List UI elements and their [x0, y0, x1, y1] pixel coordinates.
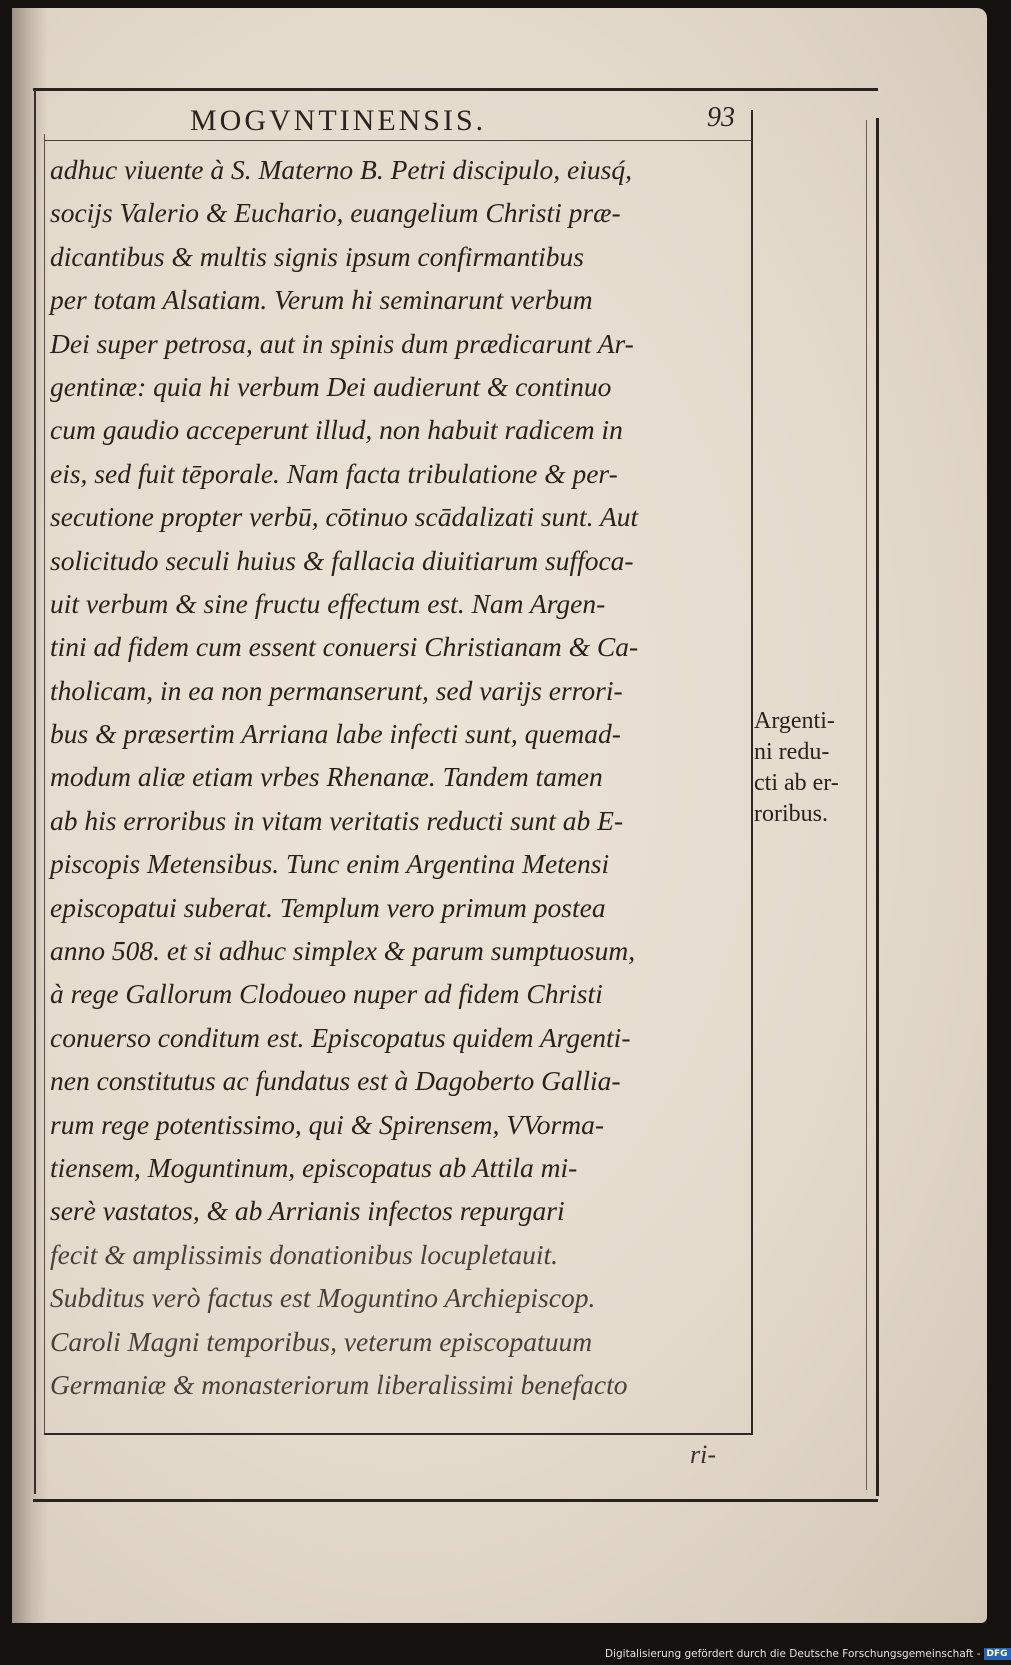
text-line: tiensem, Moguntinum, episcopatus ab Attila mi-: [50, 1151, 578, 1183]
text-line: dicantibus & multis signis ipsum confirmantibus: [50, 240, 584, 272]
running-head: MOGVNTINENSIS.: [190, 104, 487, 137]
text-line: Dei super petrosa, aut in spinis dum prædicarunt Ar-: [50, 327, 634, 359]
body-text: [50, 148, 750, 1406]
text-line: anno 508. et si adhuc simplex & parum sumptuosum,: [50, 935, 636, 967]
text-line: secutione propter verbū, cōtinuo scādalizati sunt. Aut: [50, 501, 639, 533]
text-line: Subditus verò factus est Moguntino Archiepiscop.: [50, 1282, 596, 1314]
text-line: piscopis Metensibus. Tunc enim Argentina Metensi: [50, 848, 610, 880]
text-line: modum aliæ etiam vrbes Rhenanæ. Tandem tamen: [50, 761, 603, 793]
text-line: à rege Gallorum Clodoueo nuper ad fidem Christi: [50, 978, 603, 1010]
frame-left-rule: [34, 90, 36, 1494]
frame-right-rule: [876, 118, 879, 1496]
header-rule: [44, 140, 752, 141]
page-number: 93: [707, 102, 735, 133]
text-line: tholicam, in ea non permanserunt, sed varijs errori-: [50, 674, 623, 706]
text-line: conuerso conditum est. Episcopatus quidem Argenti-: [50, 1021, 631, 1053]
marginal-note-line: cti ab er-: [754, 770, 839, 796]
text-line: Caroli Magni temporibus, veterum episcopatuum: [50, 1325, 593, 1357]
text-line: eis, sed fuit tēporale. Nam facta tribulatione & per-: [50, 457, 618, 489]
marginal-note-line: Argenti-: [754, 708, 835, 734]
frame-inner-left-rule: [44, 134, 45, 1434]
text-line: uit verbum & sine fructu effectum est. Nam Argen-: [50, 587, 606, 619]
text-bottom-rule: [44, 1433, 752, 1435]
text-line: Germaniæ & monasteriorum liberalissimi benefacto: [50, 1368, 628, 1400]
text-line: per totam Alsatiam. Verum hi seminarunt verbum: [50, 284, 593, 316]
text-line: tini ad fidem cum essent conuersi Christianam & Ca-: [50, 631, 639, 663]
marginal-note-line: roribus.: [754, 801, 828, 827]
text-column-right-rule: [751, 110, 753, 1435]
text-line: rum rege potentissimo, qui & Spirensem, VVorma-: [50, 1108, 605, 1140]
text-line: bus & præsertim Arriana labe infecti sunt, quemad-: [50, 718, 621, 750]
text-line: serè vastatos, & ab Arrianis infectos repurgari: [50, 1195, 565, 1227]
text-line: cum gaudio acceperunt illud, non habuit radicem in: [50, 414, 623, 446]
marginal-note-line: ni redu-: [754, 739, 830, 765]
text-line: nen constitutus ac fundatus est à Dagoberto Gallia-: [50, 1065, 621, 1097]
dfg-logo-badge: DFG: [984, 1648, 1011, 1660]
credit-text: Digitalisierung gefördert durch die Deutsche Forschungsgemeinschaft -: [605, 1648, 981, 1660]
text-line: episcopatui suberat. Templum vero primum postea: [50, 891, 606, 923]
digitization-credit: [605, 1648, 1008, 1660]
catchword: ri-: [690, 1440, 716, 1469]
text-line: gentinæ: quia hi verbum Dei audierunt & continuo: [50, 370, 612, 402]
marginal-note: [754, 706, 874, 830]
text-line: adhuc viuente à S. Materno B. Petri discipulo, eiusq́,: [50, 154, 632, 185]
text-line: fecit & amplissimis donationibus locupletauit.: [50, 1238, 558, 1270]
text-line: socijs Valerio & Euchario, euangelium Christi præ-: [50, 197, 621, 229]
text-line: solicitudo seculi huius & fallacia diuitiarum suffoca-: [50, 544, 634, 576]
text-line: ab his erroribus in vitam veritatis reducti sunt ab E-: [50, 804, 624, 836]
